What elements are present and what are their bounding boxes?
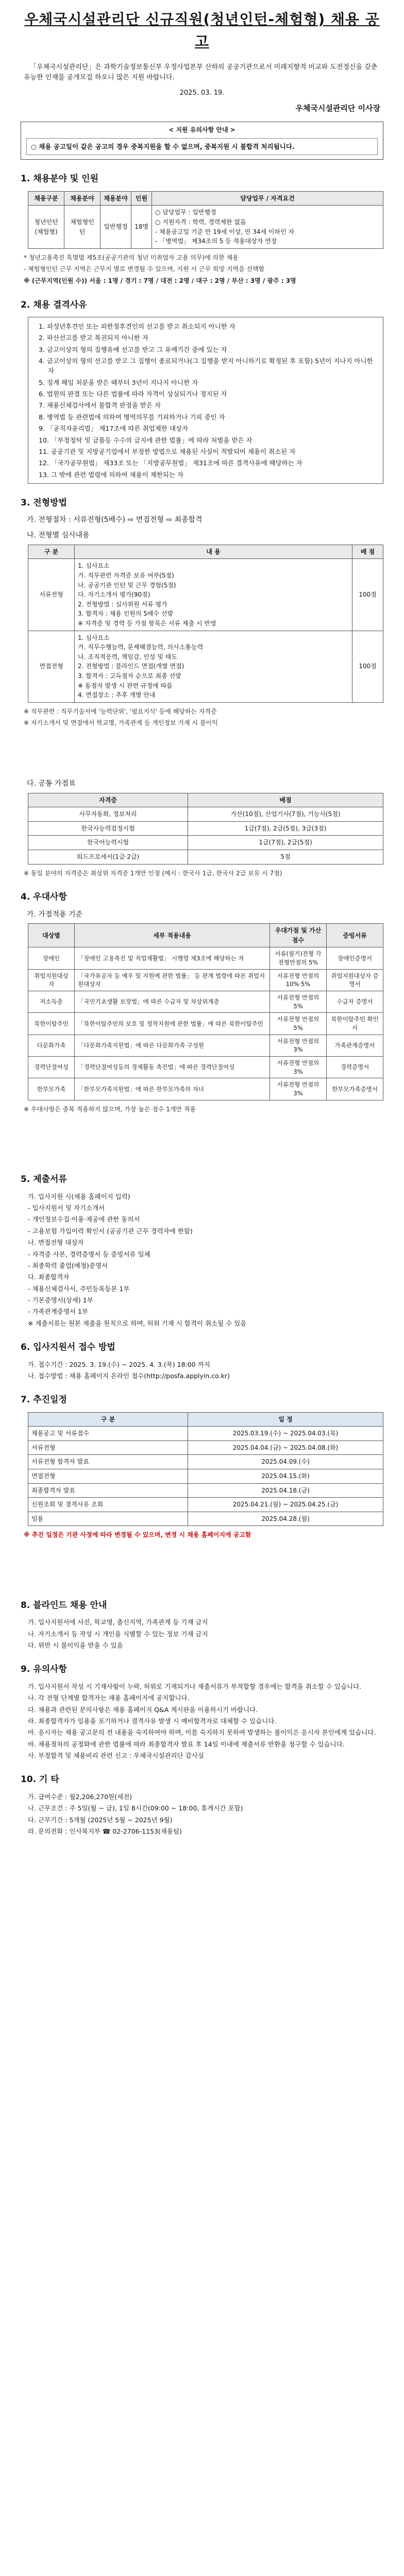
organization-signature: 우체국시설관리단 이사장	[295, 104, 380, 113]
table-cell: 면접전형	[28, 631, 75, 702]
table-row	[28, 1455, 383, 1469]
content-line: 2. 전형방법 : 블라인드 면접(개별 면접)	[78, 663, 184, 670]
screening-note: ※ 자기소개서 및 면접에서 학교명, 가족관계 등 개인정보 기재 시 불이익	[24, 719, 218, 727]
table-cell: 일반행정	[100, 206, 131, 248]
notice-header: < 지원 유의사항 안내 >	[169, 126, 235, 134]
table-cell: 한부모가족증명서	[327, 1078, 383, 1100]
list-item: - 기본증명서(상세) 1부	[28, 1296, 93, 1304]
recruitment-note: - 체험형인턴 근무 지역은 근무지 별로 변경될 수 있으며, 지원 시 근무 희망 지역을 선택함	[24, 265, 265, 273]
table-row	[28, 1427, 383, 1441]
list-item: - 채용신체검사서, 주민등록등본 1부	[28, 1284, 130, 1293]
duty-line: - 채용공고일 기준 만 19세 이상, 만 34세 이하인 자	[155, 228, 295, 235]
duty-line: - 「병역법」 제34조의 5 등 적용대상자 연장	[155, 238, 277, 245]
table-cell: 워드프로세서(1급·2급)	[28, 850, 188, 864]
list-item: 1. 피성년후견인 또는 피한정후견인의 선고를 받고 취소되지 아니한 자	[39, 322, 235, 330]
table-cell: 서류전형 만점의 3%	[270, 1078, 327, 1100]
table-row	[28, 1483, 383, 1498]
table-cell: 18명	[131, 206, 152, 248]
section-schedule: 7. 추진일정	[21, 1395, 67, 1405]
table-cell: 장애인증명서	[327, 947, 383, 969]
disqualification-cell	[28, 317, 383, 483]
table-cell: 2025.04.15.(화)	[188, 1469, 383, 1484]
list-item: - 개인정보수집·이용·제공에 관한 동의서	[28, 1215, 140, 1224]
preference-subheading: 가. 가점적용 기준	[27, 910, 83, 919]
table-cell: 서류전형	[28, 559, 75, 631]
table-header: 증빙서류	[327, 924, 383, 947]
table-cell: 한국사능력검정시험	[28, 821, 188, 836]
application-method-list	[28, 1360, 380, 1381]
common-bonus-heading: 다. 공통 가점표	[27, 779, 76, 788]
list-item: 라. 문의전화 : 인사복지부 ☎ 02-2706-1153(채용팀)	[28, 1827, 182, 1835]
section-precautions: 9. 유의사항	[21, 1664, 67, 1675]
table-row	[28, 947, 383, 969]
table-row	[28, 991, 383, 1013]
table-cell: 서류전형 만점의 10%·5%	[270, 969, 327, 991]
list-item: 가. 급여수준 : 월2,206,270원(세전)	[28, 1792, 132, 1801]
table-header: 내 용	[75, 545, 352, 559]
table-cell: 서류전형 만점의 5%	[270, 1013, 327, 1035]
notice-body: ○ 채용 공고일이 같은 공고의 경우 중복지원을 할 수 없으며, 중복지원 시 불합격 처리됩니다.	[26, 138, 378, 155]
table-row	[28, 1469, 383, 1484]
preference-table-wrap	[28, 923, 383, 1100]
screening-note: ※ 직무관련 : 직무기술서에 '능력단위', '필요지식' 등에 해당하는 자격증	[24, 707, 217, 715]
table-cell: 1급(7점), 2급(5점)	[188, 836, 383, 850]
table-cell: 장애인	[28, 947, 75, 969]
preference-note: ※ 우대사항은 중복 적용하지 않으며, 가장 높은 점수 1개만 적용	[24, 1105, 196, 1113]
table-cell: 1급(7점), 2급(5점), 3급(3점)	[188, 821, 383, 836]
table-header: 배점	[188, 793, 383, 807]
screening-table-wrap	[28, 545, 383, 703]
section-preference: 4. 우대사항	[21, 892, 67, 903]
list-item: 다. 최종합격자	[28, 1273, 70, 1281]
table-cell: 5점	[188, 850, 383, 864]
table-header: 대상별	[28, 924, 75, 947]
table-cell: 「경력단절여성등의 경제활동 촉진법」에 따른 경력단절여성	[75, 1057, 270, 1078]
content-line: ※ 동점자 발생 시 관련 규정에 따름	[78, 682, 173, 689]
table-cell: 사무자동화, 정보처리	[28, 807, 188, 822]
list-item: - 고용보험 가입이력 확인서 (공공기관 근무 경력자에 한함)	[28, 1227, 193, 1235]
table-cell: 다문화가족	[28, 1035, 75, 1056]
table-cell: 「국민기초생활 보장법」에 따른 수급자 및 차상위계층	[75, 991, 270, 1013]
table-header: 배 점	[352, 545, 383, 559]
table-cell: 100점	[352, 631, 383, 702]
list-item: 7. 채용신체검사에서 불합격 판정을 받은 자	[39, 401, 161, 410]
intro-text: 「우체국시설관리단」은 과학기술정보통신부 우정사업본부 산하의 공공기관으로서 미래지향적 비교와 도전정신을 갖춘 유능한 인재를 공개모집 하오니 많은 지원 바랍니다.	[24, 63, 378, 81]
regions-note: ※ (근무지역(인원 수)) 서울 : 1명 / 경기 : 7명 / 대전 : 2명 / 대구 : 2명 / 부산 : 3명 / 광주 : 3명	[24, 277, 296, 284]
bonus-table-wrap	[28, 793, 383, 865]
table-row	[28, 1013, 383, 1035]
list-item: 11. 공공기관 및 지방공기업에서 부정한 방법으로 채용된 사실이 적발되어 채용이 취소된 자	[39, 447, 296, 455]
list-item: 나. 근무조건 : 주 5일(월 ~ 금), 1일 8시간(09:00 ~ 18:00, 휴게시간 포함)	[28, 1804, 243, 1812]
content-line: 1. 심사요소	[78, 562, 110, 570]
screening-table	[28, 545, 383, 703]
list-item: - 입사지원서 및 자기소개서	[28, 1204, 105, 1212]
list-item: 가. 입사지원 시(채용 홈페이지 입력)	[28, 1192, 130, 1200]
list-item: 나. 접수방법 : 채용 홈페이지 온라인 접수(http://posfa.applyin.co.kr)	[28, 1371, 230, 1380]
table-header: 인원	[131, 191, 152, 206]
table-row	[28, 1057, 383, 1078]
bonus-note: ※ 동일 분야의 자격증은 최상위 자격증 1개만 인정 (예시 : 한국사 1급, 한국사 2급 보유 시 7점)	[24, 869, 282, 877]
list-item: 바. 채용절차의 공정화에 관한 법률에 따라 최종합격자 발표 후 14일 이내에 제출서류 반환을 청구할 수 있습니다.	[28, 1740, 345, 1748]
table-cell: 체험형인턴	[64, 206, 100, 248]
table-header: 우대가점 및 가산점수	[270, 924, 327, 947]
table-header: 일 정	[188, 1412, 383, 1427]
disqualification-table	[28, 317, 383, 484]
list-item: - 자격증 사본, 경력증명서 등 증빙서류 일체	[28, 1250, 150, 1258]
section-documents: 5. 제출서류	[21, 1174, 67, 1185]
list-item: - 가족관계증명서 1부	[28, 1308, 89, 1316]
screening-content-cell	[75, 631, 352, 702]
section-application-method: 6. 입사지원서 접수 방법	[21, 1342, 115, 1353]
table-cell: 경력증명서	[327, 1057, 383, 1078]
table-cell: 서류(필기)전형 각 전형만점의 5%	[270, 947, 327, 969]
list-item: 다. 위반 시 불이익을 받을 수 있음	[28, 1641, 123, 1650]
disqualification-box	[28, 317, 383, 484]
table-cell: 가족관계증명서	[327, 1035, 383, 1056]
table-cell: 2025.04.04.(금) ~ 2025.04.08.(화)	[188, 1440, 383, 1455]
section-disqualification: 2. 채용 결격사유	[21, 299, 87, 310]
list-item: 라. 최종합격자가 임용을 포기하거나 결격사유 발생 시 예비합격자로 대체할 수 있습니다.	[28, 1717, 277, 1725]
disqualification-list	[39, 321, 377, 480]
table-cell: 서류전형 만점의 3%	[270, 1035, 327, 1056]
list-item: 6. 법원의 판결 또는 다른 법률에 따라 자격이 상실되거나 정지된 자	[39, 390, 227, 398]
table-cell: 「한부모가족지원법」에 따른 한부모가족의 자녀	[75, 1078, 270, 1100]
table-cell: 「국가유공자 등 예우 및 지원에 관한 법률」 등 관계 법령에 따른 취업지원대상자	[75, 969, 270, 991]
bonus-table	[28, 793, 383, 865]
table-row	[28, 1078, 383, 1100]
blind-hiring-list	[28, 1617, 380, 1650]
duty-line: ○ 지원자격 : 학력, 경력제한 없음	[155, 218, 246, 226]
table-cell: 서류전형 만점의 5%	[270, 991, 327, 1013]
duties-cell	[152, 206, 383, 248]
table-cell: 2025.04.21.(월) ~ 2025.04.25.(금)	[188, 1498, 383, 1512]
section-etc: 10. 기 타	[21, 1774, 59, 1785]
list-item: 가. 입사지원서에 사진, 학교명, 출신지역, 가족관계 등 기재 금지	[28, 1618, 208, 1626]
screening-procedure: 가. 전형절차 : 서류전형(5배수) ⇨ 면접전형 ⇨ 최종합격	[27, 516, 203, 524]
table-header: 담당업무 / 자격요건	[152, 191, 383, 206]
list-item: 13. 그 밖에 관련 법령에 의하여 채용이 제한되는 자	[39, 470, 184, 479]
list-item: 사. 부정합격 및 채용비리 관련 신고 : 우체국시설관리단 감사실	[28, 1752, 204, 1760]
table-cell: 2025.03.19.(수) ~ 2025.04.03.(목)	[188, 1427, 383, 1441]
list-item: 2. 파산선고를 받고 복권되지 아니한 자	[39, 334, 148, 342]
table-cell: 신원조회 및 결격사유 조회	[28, 1498, 188, 1512]
table-cell: 저소득층	[28, 991, 75, 1013]
application-notice-box	[21, 122, 383, 160]
content-line: 4. 면접장소 : 추후 개별 안내	[78, 691, 156, 699]
precautions-list	[28, 1682, 380, 1761]
table-row	[28, 1512, 383, 1526]
table-cell: 취업지원대상자	[28, 969, 75, 991]
table-cell: 경력단절여성	[28, 1057, 75, 1078]
table-cell: 「다문화가족지원법」에 따른 다문화가족 구성원	[75, 1035, 270, 1056]
table-row	[28, 969, 383, 991]
table-cell: 면접전형	[28, 1469, 188, 1484]
table-header: 구 분	[28, 545, 75, 559]
list-item: 나. 자기소개서 등 작성 시 개인을 식별할 수 있는 정보 기재 금지	[28, 1630, 208, 1638]
content-line: 2. 전형방법 : 심사위원 서류 평가	[78, 600, 167, 608]
list-item: 3. 금고이상의 형의 집행유예 선고를 받고 그 유예기간 중에 있는 자	[39, 345, 227, 353]
table-cell: 취업지원대상자 증명서	[327, 969, 383, 991]
list-item: 10. 「부정청탁 및 금품등 수수의 금지에 관한 법률」에 따라 처벌을 받은 자	[39, 436, 252, 444]
section-screening-method: 3. 전형방법	[21, 498, 67, 509]
table-cell: 서류전형	[28, 1440, 188, 1455]
table-header: 채용분야	[100, 191, 131, 206]
table-header: 세부 적용내용	[75, 924, 270, 947]
table-cell: 2025.04.18.(금)	[188, 1483, 383, 1498]
preference-table	[28, 923, 383, 1100]
table-cell: 청년인턴(체험형)	[28, 206, 64, 248]
table-header: 자격증	[28, 793, 188, 807]
table-cell: 한국어능력시험	[28, 836, 188, 850]
table-cell: 북한이탈주민	[28, 1013, 75, 1035]
table-cell: 한부모가족	[28, 1078, 75, 1100]
table-cell: 100점	[352, 559, 383, 631]
list-item: 나. 면접전형 대상자	[28, 1239, 84, 1247]
screening-content-heading: 나. 전형별 심사내용	[27, 531, 90, 540]
blank-gap	[21, 1114, 383, 1160]
list-item: 다. 근무기간 : 5개월 (2025년 5월 ~ 2025년 9월)	[28, 1816, 173, 1824]
content-line: 나. 공공기관 인턴 및 근무 경험(5점)	[78, 581, 176, 589]
announcement-date: 2025. 03. 19.	[179, 89, 225, 97]
duty-line: ○ 담당업무 : 일반행정	[155, 209, 216, 216]
page-title: 우체국시설관리단 신규직원(청년인턴-체험형) 채용 공고	[24, 11, 380, 50]
list-item: 가. 입사지원서 작성 시 기재사항이 누락, 허위로 기재되거나 제출서류가 부적합할 경우에는 합격을 취소할 수 있습니다.	[28, 1682, 362, 1690]
table-cell: 채용공고 및 서류접수	[28, 1427, 188, 1441]
recruitment-note: * 청년고용촉진 특별법 제5조(공공기관의 청년 미취업자 고용 의무)에 의한 채용	[24, 253, 239, 261]
content-line: ※ 자격증 및 경력 등 가점 항목은 서류 제출 시 반영	[78, 619, 216, 627]
table-row	[28, 1498, 383, 1512]
table-cell: 최종합격자 발표	[28, 1483, 188, 1498]
table-cell: 2025.04.09.(수)	[188, 1455, 383, 1469]
list-item: 가. 접수기간 : 2025. 3. 19.(수) ~ 2025. 4. 3.(목) 18:00 까지	[28, 1360, 210, 1368]
table-cell: 「북한이탈주민의 보호 및 정착지원에 관한 법률」에 따른 북한이탈주민	[75, 1013, 270, 1035]
section-blind-hiring: 8. 블라인드 채용 안내	[21, 1600, 107, 1611]
schedule-note: ※ 추진 일정은 기관 사정에 따라 변경될 수 있으며, 변경 시 채용 홈페이지에 공고함	[24, 1531, 251, 1539]
content-line: 다. 자기소개서 평가(90점)	[78, 591, 150, 599]
section-recruitment-field: 1. 채용분야 및 인원	[21, 174, 98, 184]
table-row	[28, 1035, 383, 1056]
recruitment-table-wrap	[28, 191, 383, 249]
list-item: 4. 금고이상의 형의 선고를 받고 그 집행이 종료되거나(그 집행을 받지 아니하기로 확정된 후 포함) 5년이 지나지 아니한 자	[39, 357, 373, 375]
list-item: - 최종학력 졸업(예정)증명서	[28, 1261, 108, 1269]
table-cell: 가산(10점), 산업기사(7점), 기능사(5점)	[188, 807, 383, 822]
list-item: 다. 채용과 관련된 문의사항은 채용 홈페이지 Q&A 게시판을 이용하시기 바랍니다.	[28, 1705, 258, 1714]
content-line: 가. 직무수행능력, 문제해결능력, 의사소통능력	[78, 643, 204, 651]
list-item: 마. 응시자는 채용 공고문의 전 내용을 숙지하여야 하며, 이를 숙지하지 못하여 발생하는 불이익은 응시자 본인에게 있습니다.	[28, 1728, 376, 1737]
table-row	[28, 1440, 383, 1455]
list-item: 5. 징계 해임 처분을 받은 때부터 3년이 지나지 아니한 자	[39, 378, 198, 386]
etc-list	[28, 1792, 380, 1837]
table-cell: 수급자 증명서	[327, 991, 383, 1013]
content-line: 1. 심사요소	[78, 634, 110, 641]
list-item: 8. 병역법 등 관련법에 의하여 병역의무를 기피하거나 기피 중인 자	[39, 413, 225, 421]
content-line: 나. 조직적응력, 책임감, 인성 및 태도	[78, 653, 177, 660]
table-cell: 「장애인 고용촉진 및 직업재활법」 시행령 제3조에 해당하는 자	[75, 947, 270, 969]
table-header: 채용구분	[28, 191, 64, 206]
schedule-table-wrap	[28, 1412, 383, 1527]
list-item: 9. 「공직자윤리법」 제17조에 따른 취업제한 대상자	[39, 425, 189, 433]
schedule-table	[28, 1412, 383, 1527]
blank-gap	[21, 728, 383, 774]
content-line: 가. 직무관련 자격증 보유 여부(5점)	[78, 572, 174, 580]
list-item: 12. 「국가공무원법」 제33조 또는 「지방공무원법」 제31조에 따른 결격사유에 해당하는 자	[39, 459, 302, 467]
table-cell: 2025.04.28.(월)	[188, 1512, 383, 1526]
blank-gap	[21, 1540, 383, 1586]
table-cell: 북한이탈주민 확인서	[327, 1013, 383, 1035]
table-cell: 서류전형 만점의 3%	[270, 1057, 327, 1078]
documents-list	[28, 1192, 380, 1329]
list-item: ※ 제출서류는 원본 제출을 원칙으로 하며, 허위 기재 시 합격이 취소될 수 있음	[28, 1319, 247, 1327]
table-cell: 서류전형 합격자 발표	[28, 1455, 188, 1469]
content-line: 3. 합격자 : 고득점자 순으로 최종 선발	[78, 672, 181, 680]
table-header: 채용분야	[64, 191, 100, 206]
recruitment-table	[28, 191, 383, 249]
screening-content-cell	[75, 559, 352, 631]
table-header: 구 분	[28, 1412, 188, 1427]
content-line: 3. 합격자 : 채용 인원의 5배수 선발	[78, 610, 174, 618]
list-item: 나. 각 전형 단계별 합격자는 채용 홈페이지에 공지합니다.	[28, 1694, 190, 1702]
table-cell: 임용	[28, 1512, 188, 1526]
